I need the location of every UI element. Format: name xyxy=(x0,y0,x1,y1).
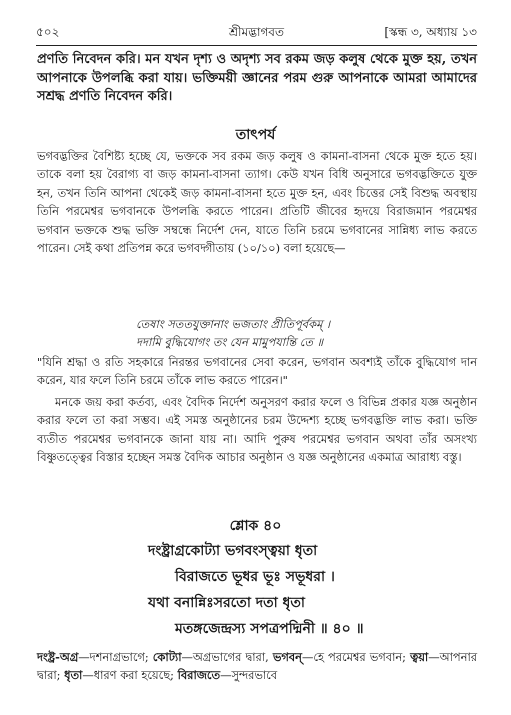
synonym-meaning: —সুন্দরভাবে xyxy=(220,668,278,683)
purport-heading: তাৎপর্য xyxy=(235,127,276,143)
header-rule xyxy=(36,45,477,46)
synonym-term: ভগবন্ xyxy=(272,650,302,664)
canto-chapter-label: [স্কন্ধ ৩, অধ্যায় ১৩ xyxy=(384,25,477,39)
synonym-meaning: —অগ্রভাগের দ্বারা, xyxy=(181,650,273,664)
purport-paragraph-2: মনকে জয় করা কর্তব্য, এবং বৈদিক নির্দেশ অনুসরণ করার ফলে ও বিভিন্ন প্রকার যজ্ঞ অনুষ্ঠান করার ফলে তা করা সম্ভব। এই সমস্ত অনুষ্ঠানের চরম উদ্দেশ্য হচ্ছে ভগবদ্ভক্তি লাভ করা। ভক্তি ব্যতীত পরমেশ্বর ভগবানকে জানা যায় না। আদি পুরুষ পরমেশ্বর ভগবান অথবা তাঁর অসংখ্য বিষ্ণুতত্ত্বের বিস্তার হচ্ছেন সমস্ত বৈদিক আচার অনুষ্ঠান ও যজ্ঞ অনুষ্ঠানের একমাত্র আরাধ্য বস্তু। xyxy=(37,395,477,465)
verse-heading: শ্লোক ৪০ xyxy=(229,518,282,534)
synonym-meaning: —হে পরমেশ্বর ভগবান; xyxy=(301,650,411,664)
synonym-term: ত্বয়া xyxy=(410,650,429,664)
sanskrit-verse-line-3: যথা বনান্নিঃসরতো দতা ধৃতা xyxy=(148,595,305,611)
purport-paragraph-1: ভগবদ্ভক্তির বৈশিষ্ট্য হচ্ছে যে, ভক্তকে সব রকম জড় কলুষ ও কামনা-বাসনা থেকে মুক্ত হতে হয়। তাকে বলা হয় বৈরাগ্য বা জড় কামনা-বাসনা ত্যাগ। কেউ যখন বিধি অনুসারে ভগবদ্ভক্তিতে যুক্ত হন, তখন তিনি আপনা থেকেই জড় কামনা-বাসনা হতে মুক্ত হন, এবং চিত্তের সেই বিশুদ্ধ অবস্থায় তিনি পরমেশ্বর ভগবানকে উপলব্ধি করতে পারেন। প্রতিটি জীবের হৃদয়ে বিরাজমান পরমেশ্বর ভগবান ভক্তকে শুদ্ধ ভক্তি সম্বন্ধে নির্দেশ দেন, যাতে তিনি চরমে ভগবানের সান্নিধ্য লাভ করতে পারেন। সেই কথা প্রতিপন্ন করে ভগবদ্গীতায় (১০/১০) বলা হয়েছে— xyxy=(37,149,477,256)
synonym-term: দংষ্ট্র-অগ্র xyxy=(37,650,79,664)
synonym-meaning: —ধারণ করা হয়েছে; xyxy=(82,668,178,683)
page-number: ৫০২ xyxy=(36,25,60,39)
translation-text: প্রণতি নিবেদন করি। মন যখন দৃশ্য ও অদৃশ্য সব রকম জড় কলুষ থেকে মুক্ত হয়, তখন আপনাকে উপলব্ধি করা যায়। ভক্তিময়ী জ্ঞানের পরম গুরু আপনাকে আমরা আমাদের সশ্রদ্ধ প্রণতি নিবেদন করি। xyxy=(37,52,477,104)
page-header xyxy=(36,22,477,42)
synonym-term: কোট্যা xyxy=(152,650,182,664)
synonym-term: ধৃতা xyxy=(64,668,83,683)
sanskrit-verse-line-4: মতঙ্গজেন্দ্রস্য সপত্রপদ্মিনী ॥ ৪০ ॥ xyxy=(175,621,364,637)
book-title: শ্রীমদ্ভাগবত xyxy=(228,25,284,39)
gita-verse-line-2: দদামি বুদ্ধিযোগং তং যেন মামুপযান্তি তে ॥ xyxy=(136,335,324,349)
synonym-meaning: —দশনাগ্রভাগে; xyxy=(78,650,153,664)
synonym-meaning: —আপনার দ্বারা; xyxy=(37,650,478,683)
synonym-term: বিরাজতে xyxy=(177,668,221,683)
gita-verse-line-1: তেষাং সততযুক্তানাং ভজতাং প্রীতিপূর্বকম্ । xyxy=(136,317,331,331)
gita-translation-quote: "যিনি শ্রদ্ধা ও রতি সহকারে নিরন্তর ভগবানের সেবা করেন, ভগবান অবশ্যই তাঁকে বুদ্ধিযোগ দান করেন, যার ফলে তিনি চরমে তাঁকে লাভ করতে পারেন।" xyxy=(37,355,477,388)
sanskrit-verse-line-1: দংষ্ট্রাগ্রকোট্যা ভগবংস্ত্বয়া ধৃতা xyxy=(148,543,318,559)
synonyms-text xyxy=(37,648,477,685)
sanskrit-verse-line-2: বিরাজতে ভূধর ভূঃ সভূধরা । xyxy=(175,569,335,585)
